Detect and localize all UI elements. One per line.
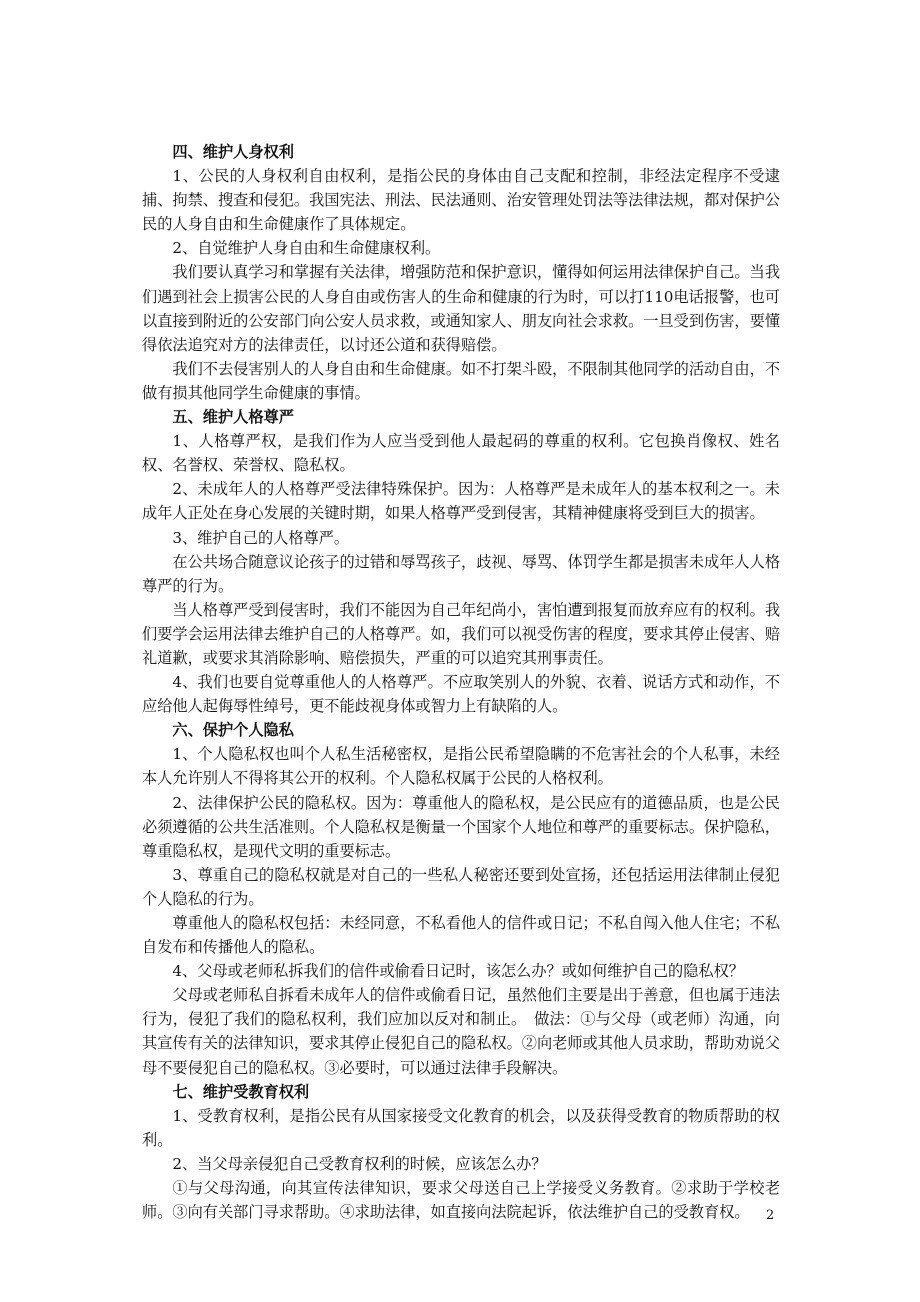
paragraph: 2、自觉维护人身自由和生命健康权利。 <box>172 239 441 258</box>
paragraph: 我们要认真学习和掌握有关法律，增强防范和保护意识，懂得如何运用法律保护自己。当我们遇到社会上损害公民的人身自由或伤害人的生命和健康的行为时，可以打110电话报警，也可以直接到附近的公安部门向公安人员求救，或通知家人、朋友向社会求救。一旦受到伤害，要懂得依法追究对方的法律责任，以讨还公道和获得赔偿。 <box>142 263 780 354</box>
section-heading: 七、维护受教育权利 <box>172 1082 310 1101</box>
section-personal-dignity <box>142 405 780 718</box>
paragraph: 2、当父母亲侵犯自己受教育权利的时候，应该怎么办？ <box>172 1154 547 1173</box>
section-heading: 四、维护人身权利 <box>172 143 294 161</box>
paragraph: 1、人格尊严权，是我们作为人应当受到他人最起码的尊重的权利。它包换肖像权、姓名权、名誉权、荣誉权、隐私权。 <box>142 432 780 475</box>
paragraph: 尊重他人的隐私权包括：未经同意，不私看他人的信件或日记；不私自闯入他人住宅；不私自发布和传播他人的隐私。 <box>142 914 780 957</box>
paragraph: 4、父母或老师私拆我们的信件或偷看日记时，该怎么办？或如何维护自己的隐私权？ <box>172 962 744 981</box>
paragraph: 2、法律保护公民的隐私权。因为：尊重他人的隐私权，是公民应有的道德品质，也是公民必须遵循的公共生活准则。个人隐私权是衡量一个国家个人地位和尊严的重要标志。保护隐私，尊重隐私权，是现代文明的重要标志。 <box>142 793 780 860</box>
section-education-rights <box>142 1080 780 1225</box>
paragraph: 父母或老师私自拆看未成年人的信件或偷看日记，虽然他们主要是出于善意，但也属于违法行为，侵犯了我们的隐私权利，我们应加以反对和制止。 做法：①与父母（或老师）沟通，向其宣传有关的法律知识，要求其停止侵犯自己的隐私权。②向老师或其他人员求助，帮助劝说父母不要侵犯自己的隐私权。③必要时，可以通过法律手段解决。 <box>142 986 780 1077</box>
paragraph: 2、未成年人的人格尊严受法律特殊保护。因为：人格尊严是未成年人的基本权利之一。未成年人正处在身心发展的关键时期，如果人格尊严受到侵害，其精神健康将受到巨大的损害。 <box>142 480 780 523</box>
paragraph: 3、维护自己的人格尊严。 <box>172 528 350 547</box>
paragraph: 当人格尊严受到侵害时，我们不能因为自己年纪尚小，害怕遭到报复而放弃应有的权利。我们要学会运用法律去维护自己的人格尊严。如，我们可以视受伤害的程度，要求其停止侵害、赔礼道歉，或要求其消除影响、赔偿损失，严重的可以追究其刑事责任。 <box>142 600 780 667</box>
section-personal-rights <box>142 140 780 405</box>
page-number: 2 <box>766 1208 775 1223</box>
section-privacy <box>142 718 780 1079</box>
paragraph: 在公共场合随意议论孩子的过错和辱骂孩子，歧视、辱骂、体罚学生都是损害未成年人人格尊严的行为。 <box>142 552 780 595</box>
paragraph: 1、公民的人身权利自由权利，是指公民的身体由自己支配和控制，非经法定程序不受逮捕、拘禁、搜查和侵犯。我国宪法、刑法、民法通则、治安管理处罚法等法律法规，都对保护公民的人身自由和生命健康作了具体规定。 <box>142 167 780 234</box>
paragraph: 4、我们也要自觉尊重他人的人格尊严。不应取笑别人的外貌、衣着、说话方式和动作，不应给他人起侮辱性绰号，更不能歧视身体或智力上有缺陷的人。 <box>142 673 780 716</box>
paragraph: 3、尊重自己的隐私权就是对自己的一些私人秘密还要到处宣扬，还包括运用法律制止侵犯个人隐私的行为。 <box>142 865 780 908</box>
paragraph: 我们不去侵害别人的人身自由和生命健康。如不打架斗殴，不限制其他同学的活动自由，不做有损其他同学生命健康的事情。 <box>142 359 780 402</box>
section-heading: 六、保护个人隐私 <box>172 721 294 740</box>
document-body <box>142 140 780 1224</box>
paragraph: 1、受教育权利，是指公民有从国家接受文化教育的机会，以及获得受教育的物质帮助的权利。 <box>142 1106 780 1149</box>
paragraph: ①与父母沟通，向其宣传法律知识，要求父母送自己上学接受义务教育。②求助于学校老师。③向有关部门寻求帮助。④求助法律，如直接向法院起诉，依法维护自己的受教育权。 <box>142 1179 780 1222</box>
paragraph: 1、个人隐私权也叫个人私生活秘密权，是指公民希望隐瞒的不危害社会的个人私事，未经本人允许别人不得将其公开的权利。个人隐私权属于公民的人格权利。 <box>142 745 780 788</box>
section-heading: 五、维护人格尊严 <box>172 408 294 427</box>
